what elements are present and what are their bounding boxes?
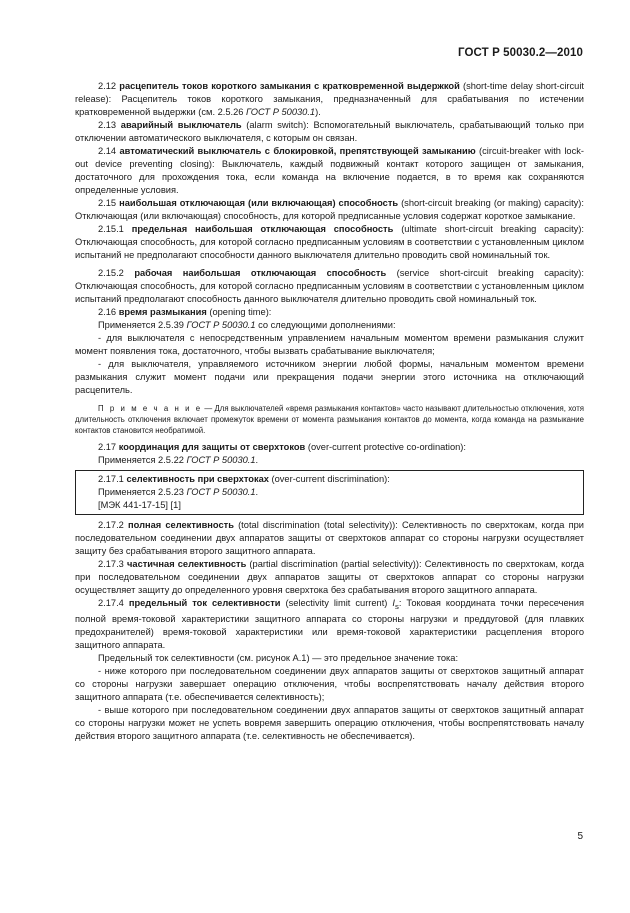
clause-2-17-apply	[75, 454, 584, 467]
clause-term: время размыкания	[118, 307, 207, 317]
current-symbol-subscript: s	[394, 601, 399, 611]
clause-text: (ultimate short-circuit breaking capacity): Отключающая способность, для которой согласно предписанным условиям в соответствии с установленным циклом испытаний не предполагают способности данного выключателя длительно проводить свой номинальный ток.	[75, 224, 584, 260]
clause-2-12	[75, 80, 584, 119]
clause-number: 2.13	[98, 120, 117, 130]
clause-text: (partial discrimination (partial selectivity)): Селективность по сверхтокам, когда при последовательном соединении двух аппаратов защиты от сверхтоков аппарат со стороны нагрузки осуществляет защиту до определенного уровня сверхтока без срабатывания второго защитного аппарата.	[75, 559, 584, 595]
apply-text-end: .	[255, 455, 259, 465]
clause-2-16-bullet-1: - для выключателя с непосредственным управлением начальным моментом времени размыкания служит момент появления тока, достаточного, чтобы вызвать срабатывание выключателя;	[75, 333, 584, 356]
clause-number: 2.17	[98, 442, 117, 452]
clause-2-14	[75, 145, 584, 197]
clause-text: (circuit-breaker with lock-out device preventing closing): Выключатель, каждый подвижный контакт которого защищен от замыкания, достаточного для прохождения тока, если команда на включение подается, в то время как сохраняются определенные условия.	[75, 146, 584, 195]
clause-2-15	[75, 197, 584, 223]
current-symbol: I	[392, 598, 395, 608]
clause-2-17-2	[75, 519, 584, 558]
clause-2-17-3	[75, 558, 584, 597]
clause-term: расцепитель токов короткого замыкания с кратковременной выдержкой	[119, 81, 460, 91]
clause-2-16	[75, 306, 584, 319]
clause-2-15-2	[75, 267, 584, 306]
clause-ref: ГОСТ Р 50030.1	[186, 320, 256, 330]
clause-text: (short-circuit breaking (or making) capacity): Отключающая (или включающая) способность, для которой предписанные условия содержат короткое замыкание.	[75, 198, 584, 221]
clause-term: аварийный выключатель	[120, 120, 242, 130]
iec-reference: [МЭК 441-17-15] [1]	[98, 500, 181, 510]
clause-term: рабочая наибольшая отключающая способность	[134, 268, 387, 278]
clause-term: полная селективность	[128, 520, 234, 530]
clause-term: автоматический выключатель с блокировкой, препятствующей замыканию	[119, 146, 476, 156]
clause-text: (service short-circuit breaking capacity): Отключающая способность, для которой согласно предписанным условиям в соответствии с установленным циклом испытаний предполагают способность данного выключателя длительно проводить свой номинальный ток.	[75, 268, 584, 304]
limit-bullet-1: - ниже которого при последовательном соединении двух аппаратов защиты от сверхтоков защитный аппарат со стороны нагрузки завершает операцию отключения, чтобы воспрепятствовать началу действия второго защитного аппарата (т.е. обеспечивается селективность);	[75, 665, 584, 702]
note	[75, 403, 584, 436]
apply-text: Применяется 2.5.39	[98, 320, 187, 330]
clause-number: 2.17.2	[98, 520, 124, 530]
clause-2-17-1	[98, 473, 583, 486]
clause-number: 2.12	[98, 81, 117, 91]
clause-text-end: ).	[315, 107, 321, 117]
clause-text: (opening time):	[206, 307, 272, 317]
clause-number: 2.15.2	[98, 268, 124, 278]
clause-text: (over-current protective co-ordination):	[305, 442, 466, 452]
clause-term: наибольшая отключающая (или включающая) способность	[119, 198, 399, 208]
clause-2-17-4	[75, 597, 584, 652]
clause-text: (total discrimination (total selectivity)): Селективность по сверхтокам, когда при последовательном соединении двух аппаратов защиты от сверхтоков аппарат со стороны нагрузки осуществляет защиту без срабатывания второго защитного аппарата.	[75, 520, 584, 556]
clause-2-15-1	[75, 223, 584, 262]
apply-text-end: со следующими дополнениями:	[255, 320, 396, 330]
clause-2-16-bullet-2: - для выключателя, управляемого источником энергии любой формы, начальным моментом времени размыкания служит момент подачи или прекращения подачи энергии этого источника на отключающий расцепитель.	[75, 359, 584, 395]
apply-text: Применяется 2.5.22	[98, 455, 187, 465]
clause-number: 2.17.1	[98, 474, 124, 484]
document-body	[75, 80, 584, 743]
clause-term: частичная селективность	[127, 559, 247, 569]
clause-2-17-1-apply	[98, 486, 583, 499]
clause-text: (alarm switch): Вспомогательный выключатель, срабатывающий только при отключении автоматического выключателя, с которым он связан.	[75, 120, 584, 143]
clause-term: координация для защиты от сверхтоков	[118, 442, 306, 452]
clause-number: 2.15.1	[98, 224, 124, 234]
clause-ref: ГОСТ Р 50030.1	[186, 487, 256, 497]
clause-text: (short-time delay short-circuit release): Расцепитель токов короткого замыкания, предназначенный для срабатывания по истечении кратковременной выдержки (см. 2.5.26	[75, 81, 584, 117]
page-number: 5	[577, 831, 583, 842]
clause-2-16-apply	[75, 319, 584, 332]
clause-text: (over-current discrimination):	[268, 474, 390, 484]
standard-header: ГОСТ Р 50030.2—2010	[458, 47, 583, 59]
note-label: П р и м е ч а н и е	[98, 404, 203, 413]
note-text: — Для выключателей «время размыкания контактов» часто называют длительностью отключения, хотя длительность отключения включает промежуток времени от момента размыкания контактов до момента, когда команда на размыкание контактов становится необратимой.	[75, 404, 585, 435]
clause-text-end: : Токовая координата точки пересечения полной время-токовой характеристики защитного аппарата со стороны нагрузки и преддуговой (для плавких предохранителей) время-токовой характеристики или время-токовой характеристики расцепления второго защитного аппарата.	[75, 598, 584, 650]
clause-term: предельная наибольшая отключающая способность	[131, 224, 394, 234]
clause-ref: ГОСТ Р 50030.1	[246, 107, 316, 117]
limit-bullet-2: - выше которого при последовательном соединении двух аппаратов защиты от сверхтоков защитный аппарат со стороны нагрузки может не успеть вовремя завершить операцию отключения, чтобы воспрепятствовать началу действия второго защитного аппарата (т.е. селективность не обеспечивается).	[75, 704, 584, 741]
limit-intro: Предельный ток селективности (см. рисунок А.1) — это предельное значение тока:	[98, 652, 459, 663]
clause-2-17	[75, 441, 584, 454]
apply-text-end: .	[255, 487, 259, 497]
clause-number: 2.17.3	[98, 559, 124, 569]
clause-term: предельный ток селективности	[128, 598, 281, 608]
clause-ref: ГОСТ Р 50030.1	[186, 455, 256, 465]
clause-text: (selectivity limit current)	[280, 598, 393, 608]
clause-number: 2.16	[98, 307, 117, 317]
boxed-clause-2-17-1	[75, 470, 584, 515]
clause-number: 2.17.4	[98, 598, 124, 608]
clause-2-13	[75, 119, 584, 145]
clause-number: 2.15	[98, 198, 117, 208]
clause-term: селективность при сверхтоках	[126, 474, 269, 484]
apply-text: Применяется 2.5.23	[98, 487, 187, 497]
clause-number: 2.14	[98, 146, 117, 156]
